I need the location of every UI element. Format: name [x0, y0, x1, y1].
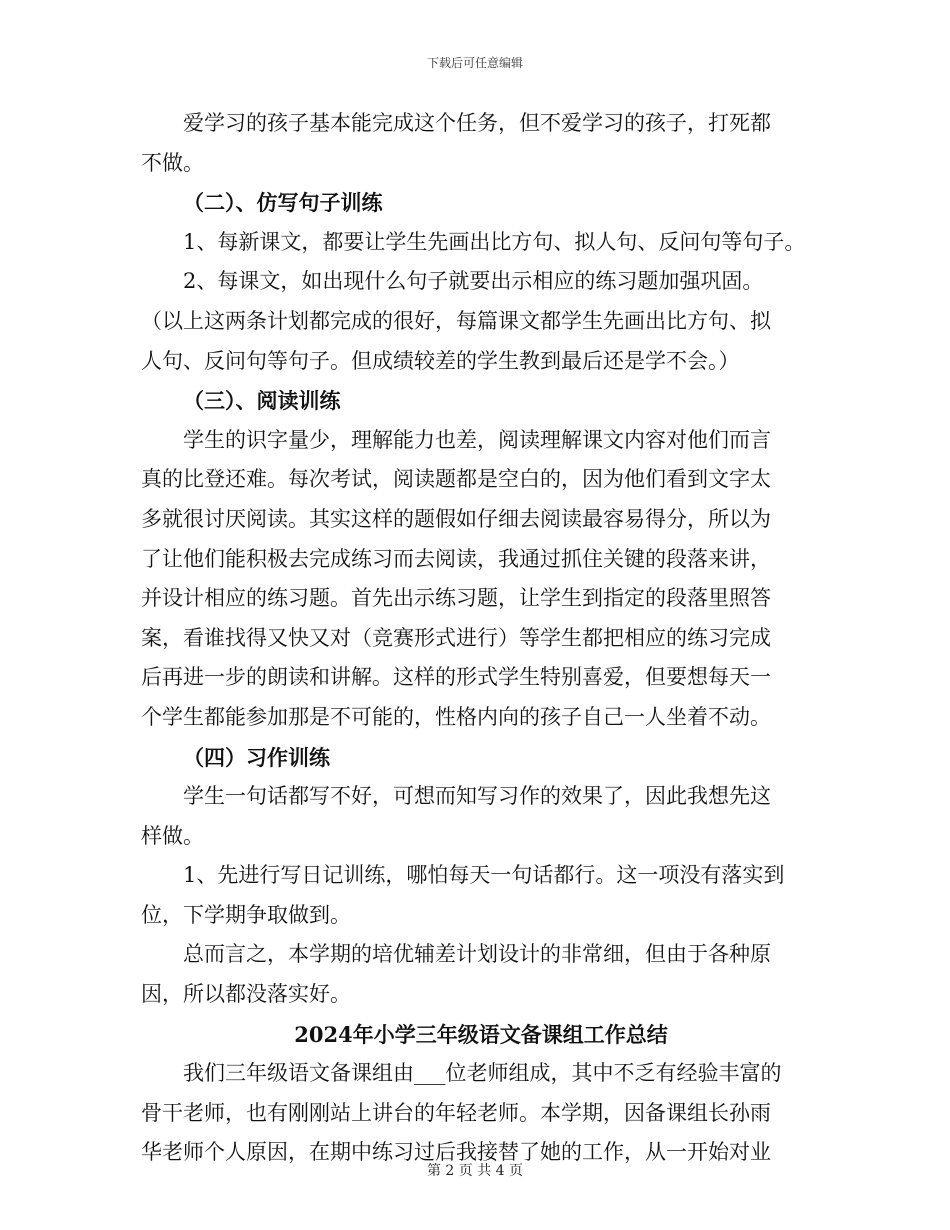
paragraph-line: 学生一句话都写不好，可想而知写习作的效果了，因此我想先这 [183, 784, 771, 809]
document-title: 2024年小学三年级语文备课组工作总结 [294, 1021, 668, 1047]
paragraph-line: 1、先进行写日记训练，哪怕每天一句话都行。这一项没有落实到 [183, 863, 785, 888]
paragraph-line: 案，看谁找得又快又对（竞赛形式进行）等学生都把相应的练习完成 [141, 625, 771, 650]
document-body [141, 104, 821, 1173]
section-heading: （二）、仿写句子训练 [183, 190, 383, 216]
paragraph-line: （以上这两条计划都完成的很好，每篇课文都学生先画出比方句、拟 [141, 308, 771, 333]
paragraph-line: 2、每课文，如出现什么句子就要出示相应的练习题加强巩固。 [183, 269, 764, 294]
paragraph-line: 不做。 [141, 150, 204, 175]
paragraph-line: 位，下学期争取做到。 [141, 902, 351, 927]
section-heading: （四）习作训练 [183, 744, 330, 770]
section-heading: （三）、阅读训练 [183, 388, 341, 414]
page-number: 第 2 页 共 4 页 [426, 1163, 524, 1179]
paragraph-line: 爱学习的孩子基本能完成这个任务，但不爱学习的孩子，打死都 [183, 111, 771, 135]
paragraph-line: 因，所以都没落实好。 [141, 982, 351, 1007]
page-header: 下载后可任意编辑 [426, 56, 523, 70]
paragraph-line: 样做。 [141, 823, 204, 848]
paragraph-line: 后再进一步的朗读和讲解。这样的形式学生特别喜爱，但要想每天一 [141, 665, 771, 690]
paragraph-line: 个学生都能参加那是不可能的，性格内向的孩子自己一人坐着不动。 [141, 704, 771, 729]
paragraph-line: 学生的识字量少，理解能力也差，阅读理解课文内容对他们而言 [183, 427, 771, 452]
paragraph-line: 多就很讨厌阅读。其实这样的题假如仔细去阅读最容易得分，所以为 [141, 506, 771, 531]
paragraph-line: 真的比登还难。每次考试，阅读题都是空白的，因为他们看到文字太 [141, 467, 771, 492]
paragraph-line: 了让他们能积极去完成练习而去阅读，我通过抓住关键的段落来讲， [141, 546, 771, 571]
paragraph-line: 总而言之，本学期的培优辅差计划设计的非常细，但由于各种原 [183, 942, 771, 967]
paragraph-line: 华老师个人原因，在期中练习过后我接替了她的工作，从一开始对业 [141, 1140, 771, 1165]
paragraph-line: 骨干老师，也有刚刚站上讲台的年轻老师。本学期，因备课组长孙雨 [141, 1100, 771, 1125]
paragraph-line: 人句、反问句等句子。但成绩较差的学生教到最后还是学不会。） [141, 348, 740, 373]
paragraph-line: 我们三年级语文备课组由___位老师组成，其中不乏有经验丰富的 [183, 1061, 782, 1086]
paragraph-line: 并设计相应的练习题。首先出示练习题，让学生到指定的段落里照答 [141, 586, 771, 611]
paragraph-line: 1、每新课文，都要让学生先画出比方句、拟人句、反问句等句子。 [183, 229, 806, 254]
